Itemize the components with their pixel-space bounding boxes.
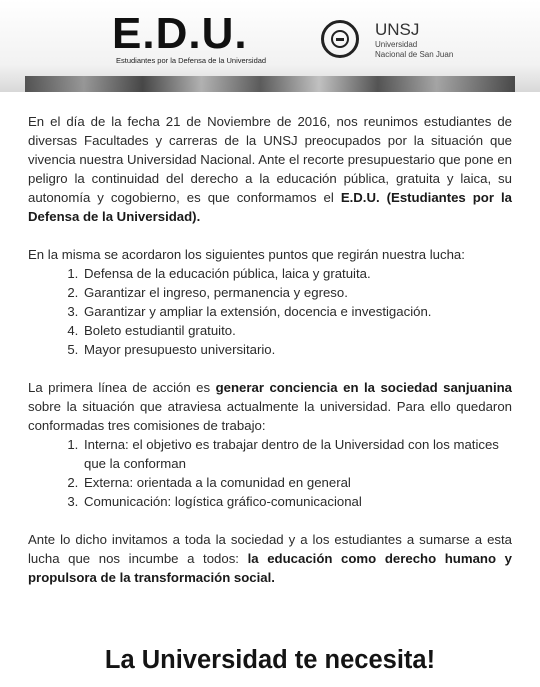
action-post: sobre la situación que atraviesa actualmente la universidad. Para ello quedaron conformadas tres comisiones de trabajo: bbox=[28, 399, 512, 433]
list-item: 1. Interna: el objetivo es trabajar dentro de la Universidad con los matices que la conforman bbox=[82, 435, 512, 473]
intro-text: En el día de la fecha 21 de Noviembre de 2016, nos reunimos estudiantes de diversas Facultades y carreras de la UNSJ preocupados por la situación que vivencia nuestra Universidad Nacional. Ante el recorte presupuestario que pone en peligro la continuidad del derecho a la educación pública, gratuita y laica, su autonomía y cogobierno, es que conformamos el bbox=[28, 114, 512, 205]
closing-text: Ante lo dicho invitamos a toda la sociedad y a los estudiantes a sumarse a esta lucha que nos incumbe a todos: bbox=[28, 532, 512, 566]
edu-logo: E.D.U. bbox=[112, 9, 248, 58]
unsj-subtitle-line2: Nacional de San Juan bbox=[375, 50, 454, 59]
list-item: 5. Mayor presupuesto universitario. bbox=[82, 340, 512, 359]
intro-bold: E.D.U. (Estudiantes por la Defensa de la Universidad). bbox=[28, 190, 512, 224]
list-item: 2. Externa: orientada a la comunidad en general bbox=[82, 473, 512, 492]
action-bold: generar conciencia en la sociedad sanjuanina bbox=[215, 380, 512, 395]
footer-slogan: La Universidad te necesita! bbox=[104, 646, 436, 674]
unsj-title: UNSJ bbox=[375, 20, 420, 39]
list-item: 2. Garantizar el ingreso, permanencia y egreso. bbox=[82, 283, 512, 302]
unsj-seal-icon bbox=[321, 20, 359, 58]
unsj-subtitle-line1: Universidad bbox=[375, 40, 418, 49]
list-item: 4. Boleto estudiantil gratuito. bbox=[82, 321, 512, 340]
document-body bbox=[28, 112, 512, 606]
intro-paragraph bbox=[28, 112, 512, 226]
commissions-list bbox=[28, 435, 512, 511]
edu-logo-subtitle: Estudiantes por la Defensa de la Universidad bbox=[116, 56, 267, 65]
list-item: 3. Comunicación: logística gráfico-comunicacional bbox=[82, 492, 512, 511]
closing-bold: la educación como derecho humano y propulsora de la transformación social. bbox=[28, 551, 512, 585]
points-list bbox=[28, 264, 512, 359]
points-lead: En la misma se acordaron los siguientes puntos que regirán nuestra lucha: bbox=[28, 247, 465, 262]
closing-paragraph bbox=[28, 530, 512, 587]
list-item: 1. Defensa de la educación pública, laica y gratuita. bbox=[82, 264, 512, 283]
list-item: 3. Garantizar y ampliar la extensión, docencia e investigación. bbox=[82, 302, 512, 321]
unsj-subtitle bbox=[375, 40, 485, 60]
header-banner bbox=[0, 0, 540, 92]
action-pre: La primera línea de acción es bbox=[28, 380, 216, 395]
header-photo-strip bbox=[25, 76, 515, 92]
action-paragraph bbox=[28, 378, 512, 435]
